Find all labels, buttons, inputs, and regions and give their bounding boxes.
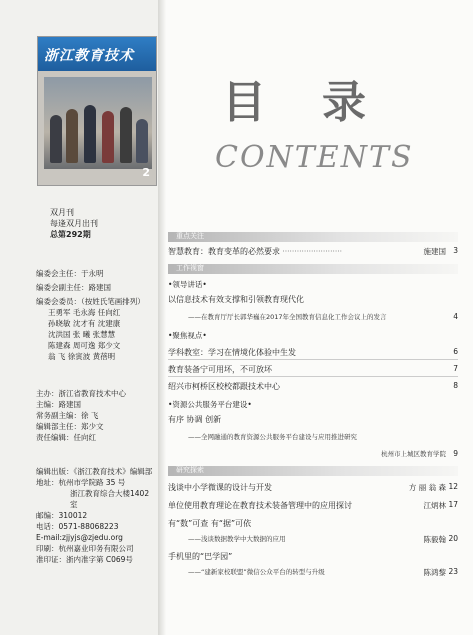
toc-title: 有“数”可查 有“据”可依 <box>168 519 252 528</box>
cover-photo <box>44 77 152 169</box>
toc-heading: 目录 <box>222 77 422 128</box>
toc-page: 4 <box>453 312 458 321</box>
toc-entry[interactable] <box>168 482 460 493</box>
toc-title: 有序 协调 创新 <box>168 415 222 424</box>
toc-title: 教育装备宁可用坏，不可放坏 <box>168 365 272 374</box>
toc-title: 手机里的“巴学园” <box>168 552 233 561</box>
toc-page: 7 <box>453 364 458 373</box>
toc-title: 绍兴市柯桥区校校都跟技术中心 <box>168 382 280 391</box>
editorial-board <box>36 268 156 362</box>
toc-page: 8 <box>453 381 458 390</box>
toc-entry-sub[interactable] <box>168 432 460 441</box>
toc-title: 智慧教育：教育变革的必然要求 <box>168 247 280 256</box>
member-row: 王勇军 毛永海 任向红 <box>48 308 121 317</box>
toc-page: 9 <box>453 449 458 458</box>
toc-page: 12 <box>448 482 458 491</box>
toc-subtitle: ——在教育厅厅长郭华巍在2017年全国教育信息化工作会议上的发言 <box>188 313 387 321</box>
section-bar <box>168 264 458 274</box>
deputy-editor: 常务副主编：徐 飞 <box>36 411 99 420</box>
toc-category: •聚焦视点• <box>168 331 207 340</box>
toc-subtitle: ——“建新家校联盟”微信公众平台的转型与升级 <box>188 568 325 576</box>
person-figure <box>136 119 148 163</box>
address-line: 地址：杭州市学院路 35 号 <box>36 478 126 487</box>
person-figure <box>102 111 114 163</box>
toc-page: 20 <box>448 534 458 543</box>
toc-entry[interactable] <box>168 551 460 562</box>
toc-entry[interactable] <box>168 414 460 425</box>
permit: 准印证：浙内准字第 C069号 <box>36 555 133 564</box>
toc-entry-sub[interactable] <box>168 534 460 543</box>
section-label: 工作视窗 <box>176 264 204 272</box>
toc-entry[interactable] <box>168 364 460 375</box>
section-label: 研究探索 <box>176 466 204 474</box>
toc-title: 单位使用教育理论在教育技术装备管理中的应用探讨 <box>168 501 352 510</box>
chief-director: 于永明 <box>81 269 104 278</box>
member-row: 沈洪国 张 曦 张慧慧 <box>48 330 116 339</box>
chief-director-label: 编委会主任： <box>36 269 81 278</box>
toc-entry[interactable] <box>168 294 460 305</box>
toc-page: 3 <box>453 246 458 255</box>
member-row: 翁 飞 徐寅波 黄蓓明 <box>48 352 116 361</box>
toc-category: •领导讲话• <box>168 280 207 289</box>
postcode: 邮编：310012 <box>36 511 88 520</box>
toc-category: •资源公共服务平台建设• <box>168 400 252 409</box>
publish-block <box>36 466 156 565</box>
section-label: 重点关注 <box>176 232 204 240</box>
cover-title: 浙江教育技术 <box>44 48 134 64</box>
publisher: 编辑出版：《浙江教育技术》编辑部 <box>36 467 153 476</box>
toc-entry[interactable] <box>168 500 460 511</box>
toc-author: 陈毅翰 <box>423 535 446 544</box>
toc-entry-sub[interactable] <box>168 312 460 321</box>
divider <box>168 376 458 377</box>
toc-entry[interactable] <box>168 347 460 358</box>
responsible-editor: 责任编辑：任向红 <box>36 433 96 442</box>
member-row: 陈建森 周可逸 郑少文 <box>48 341 121 350</box>
members-label: 编委会委员： <box>36 297 81 306</box>
frequency: 双月刊 <box>50 208 74 217</box>
toc-author: 杭州市上城区教育学院 <box>381 450 446 458</box>
section-bar <box>168 466 458 476</box>
member-row: 孙晓敏 沈才有 沈建康 <box>48 319 121 328</box>
toc-subtitle: ——浅谈数据教学中大数据的应用 <box>188 535 286 543</box>
toc-author: 施建国 <box>423 247 446 256</box>
divider <box>168 359 458 360</box>
toc-entry-sub[interactable] <box>168 567 460 576</box>
toc-page: 17 <box>448 500 458 509</box>
sponsor-block <box>36 388 156 443</box>
toc-author: 方 丽 翁 森 <box>408 483 446 492</box>
toc-title: 以信息技术有效支撑和引领教育现代化 <box>168 295 304 304</box>
toc-page: 6 <box>453 347 458 356</box>
toc-title: 浅谈中小学微课的设计与开发 <box>168 483 272 492</box>
toc-title: 学科教室：学习在情境化体验中生发 <box>168 348 296 357</box>
dept-director: 编辑部主任：郑少文 <box>36 422 104 431</box>
toc-subtitle: ——全网融通的教育资源公共服务平台建设与应用推进研究 <box>188 433 357 441</box>
person-figure <box>84 105 96 163</box>
person-figure <box>120 107 132 163</box>
person-figure <box>66 109 78 163</box>
toc-entry[interactable] <box>168 381 460 392</box>
cover-image <box>37 36 157 186</box>
toc-author: 江炳林 <box>423 501 446 510</box>
vice-director: 路建国 <box>88 283 111 292</box>
toc-entry[interactable]: 智慧教育：教育变革的必然要求 ························· 施建国 3 <box>168 246 458 256</box>
masthead <box>50 207 150 240</box>
phone: 电话：0571-88068223 <box>36 522 119 531</box>
members-note: （按姓氏笔画排列） <box>81 297 145 306</box>
address-line: 浙江教育综合大楼1402 室 <box>70 489 150 509</box>
cover-issue-number: 2 <box>142 166 150 179</box>
chief-editor: 主编：路建国 <box>36 400 81 409</box>
printer: 印刷：杭州嘉业印务有限公司 <box>36 544 134 553</box>
toc-entry[interactable] <box>168 518 460 529</box>
email: E-mail:zjjyjs@zjedu.org <box>36 533 123 542</box>
person-figure <box>50 115 62 163</box>
toc-author: 陈鸿黎 <box>423 568 446 577</box>
contents-heading: CONTENTS <box>215 140 414 175</box>
toc-page: 23 <box>448 567 458 576</box>
schedule: 每逢双月出刊 <box>50 219 98 228</box>
total-issue: 总第292期 <box>50 230 91 239</box>
sponsor: 主办：浙江省教育技术中心 <box>36 389 126 398</box>
book-spine <box>158 0 166 635</box>
vice-director-label: 编委会副主任： <box>36 283 89 292</box>
left-column <box>0 0 160 635</box>
section-bar <box>168 232 458 242</box>
